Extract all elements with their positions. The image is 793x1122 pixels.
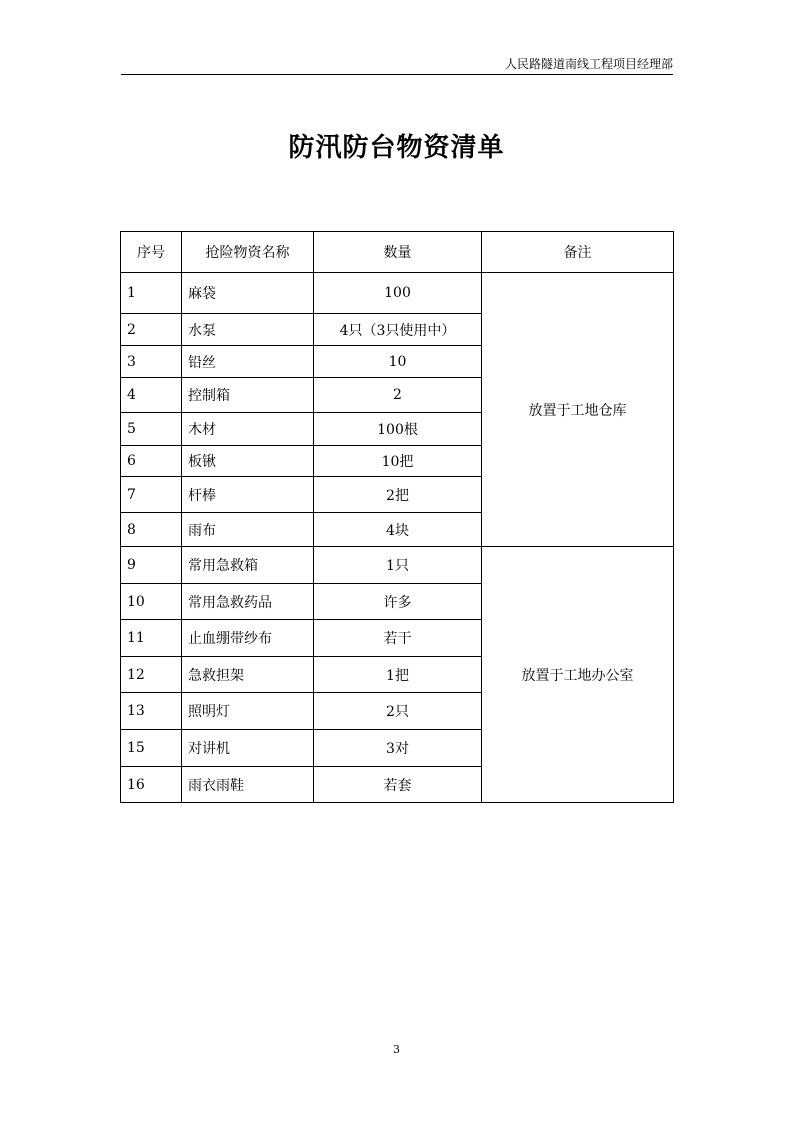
row-number: 5	[121, 413, 182, 446]
row-number: 16	[121, 767, 182, 803]
item-quantity: 10把	[314, 446, 482, 477]
column-header-note: 备注	[482, 232, 674, 273]
storage-note-office: 放置于工地办公室	[482, 547, 674, 803]
column-header-qty: 数量	[314, 232, 482, 273]
page-number: 3	[393, 1043, 400, 1056]
item-name: 木材	[182, 413, 314, 446]
item-quantity: 3对	[314, 730, 482, 767]
item-quantity: 若套	[314, 767, 482, 803]
header-divider	[121, 74, 673, 75]
column-header-name: 抢险物资名称	[182, 232, 314, 273]
row-number: 8	[121, 513, 182, 547]
item-quantity: 10	[314, 346, 482, 378]
column-header-no: 序号	[121, 232, 182, 273]
item-quantity: 若干	[314, 620, 482, 657]
item-quantity: 2只	[314, 693, 482, 730]
row-number: 11	[121, 620, 182, 657]
item-name: 板锹	[182, 446, 314, 477]
item-name: 雨衣雨鞋	[182, 767, 314, 803]
table-row	[121, 273, 674, 314]
item-name: 水泵	[182, 314, 314, 346]
item-quantity: 许多	[314, 584, 482, 620]
table-header-row	[121, 232, 674, 273]
item-name: 铅丝	[182, 346, 314, 378]
row-number: 9	[121, 547, 182, 584]
supplies-table	[120, 231, 674, 803]
page-header: 人民路隧道南线工程项目经理部	[504, 57, 673, 71]
item-quantity: 1只	[314, 547, 482, 584]
row-number: 1	[121, 273, 182, 314]
row-number: 12	[121, 657, 182, 693]
item-name: 照明灯	[182, 693, 314, 730]
row-number: 10	[121, 584, 182, 620]
row-number: 7	[121, 477, 182, 513]
item-name: 止血绷带纱布	[182, 620, 314, 657]
item-quantity: 4块	[314, 513, 482, 547]
item-name: 常用急救箱	[182, 547, 314, 584]
item-name: 控制箱	[182, 378, 314, 413]
table-row	[121, 547, 674, 584]
item-name: 常用急救药品	[182, 584, 314, 620]
item-name: 麻袋	[182, 273, 314, 314]
row-number: 2	[121, 314, 182, 346]
item-quantity: 4只（3只使用中）	[314, 314, 482, 346]
item-name: 急救担架	[182, 657, 314, 693]
item-name: 杆棒	[182, 477, 314, 513]
item-quantity: 100根	[314, 413, 482, 446]
row-number: 13	[121, 693, 182, 730]
item-quantity: 100	[314, 273, 482, 314]
storage-note-warehouse: 放置于工地仓库	[482, 273, 674, 547]
row-number: 4	[121, 378, 182, 413]
item-quantity: 1把	[314, 657, 482, 693]
row-number: 6	[121, 446, 182, 477]
row-number: 15	[121, 730, 182, 767]
item-quantity: 2把	[314, 477, 482, 513]
document-title: 防汛防台物资清单	[288, 133, 505, 163]
item-name: 对讲机	[182, 730, 314, 767]
row-number: 3	[121, 346, 182, 378]
item-quantity: 2	[314, 378, 482, 413]
item-name: 雨布	[182, 513, 314, 547]
